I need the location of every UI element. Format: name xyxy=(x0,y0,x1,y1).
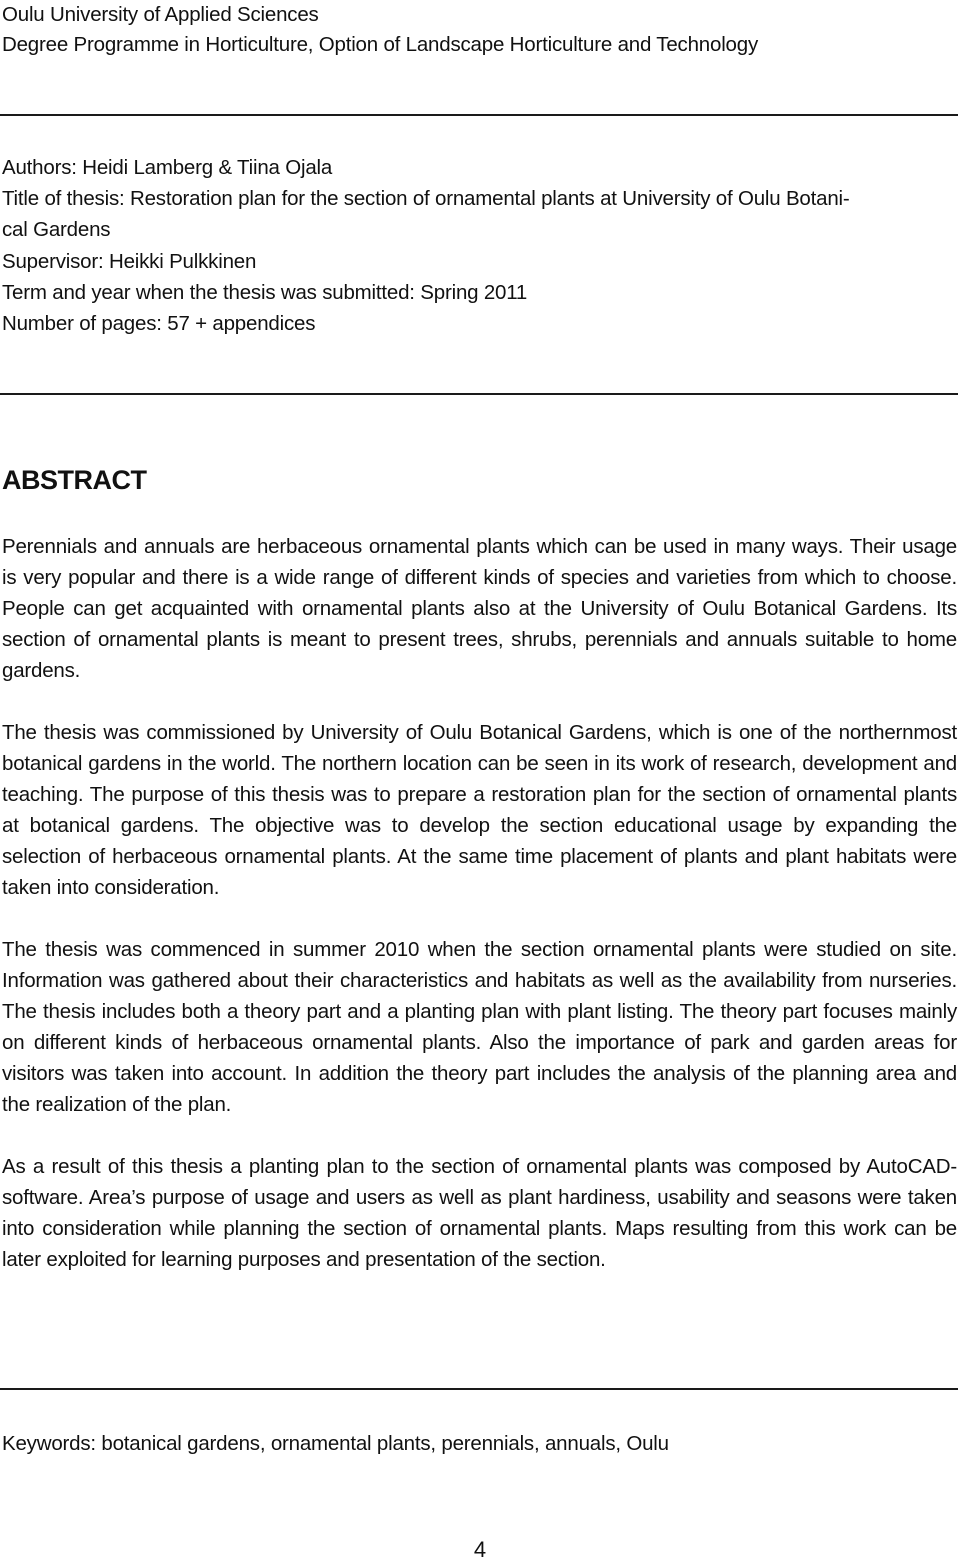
thesis-title-continued: cal Gardens xyxy=(2,218,111,241)
institution-name: Oulu University of Applied Sciences xyxy=(2,3,319,26)
thesis-title-line: Title of thesis: Restoration plan for the section of ornamental plants at University of Oulu Botani- xyxy=(2,187,850,210)
page-count-line: Number of pages: 57 + appendices xyxy=(2,312,316,335)
keywords-line: Keywords: botanical gardens, ornamental plants, perennials, annuals, Oulu xyxy=(2,1432,669,1455)
top-divider xyxy=(0,114,958,116)
term-line: Term and year when the thesis was submitted: Spring 2011 xyxy=(2,281,528,304)
abstract-paragraph: The thesis was commissioned by University of Oulu Botanical Gardens, which is one of the northernmost botanical gardens in the world. The northern location can be seen in its work of research, development and teaching. The purpose of this thesis was to prepare a restoration plan for the section of ornamental plants at botanical gardens. The objective was to develop the section educational usage by expanding the selection of herbaceous ornamental plants. At the same time placement of plants and plant habitats were taken into consideration. xyxy=(2,721,957,899)
abstract-paragraph: Perennials and annuals are herbaceous ornamental plants which can be used in many ways. Their usage is very popular and there is a wide range of different kinds of species and varieties from which to choose. People can get acquainted with ornamental plants also at the University of Oulu Botanical Gardens. Its section of ornamental plants is meant to present trees, shrubs, perennials and annuals suitable to home gardens. xyxy=(2,535,957,682)
supervisor-line: Supervisor: Heikki Pulkkinen xyxy=(2,250,257,273)
abstract-paragraph: The thesis was commenced in summer 2010 when the section ornamental plants were studied on site. Information was gathered about their characteristics and habitats as well as the availability from nurseries. The thesis includes both a theory part and a planting plan with plant listing. The theory part focuses mainly on different kinds of herbaceous ornamental plants. Also the importance of park and garden areas for visitors was taken into account. In addition the theory part includes the analysis of the planning area and the realization of the plan. xyxy=(2,938,957,1116)
degree-programme: Degree Programme in Horticulture, Option of Landscape Horticulture and Technology xyxy=(2,33,759,56)
meta-divider xyxy=(0,393,958,395)
abstract-heading: ABSTRACT xyxy=(2,465,147,495)
authors-line: Authors: Heidi Lamberg & Tiina Ojala xyxy=(2,156,333,179)
page-number: 4 xyxy=(473,1537,487,1562)
bottom-divider xyxy=(0,1388,958,1390)
abstract-paragraph: As a result of this thesis a planting plan to the section of ornamental plants was composed by AutoCAD- software. Area’s purpose of usage and users as well as plant hardiness, usability and seasons were taken into consideration while planning the section of ornamental plants. Maps resulting from this work can be later exploited for learning purposes and presentation of the section. xyxy=(2,1155,957,1271)
